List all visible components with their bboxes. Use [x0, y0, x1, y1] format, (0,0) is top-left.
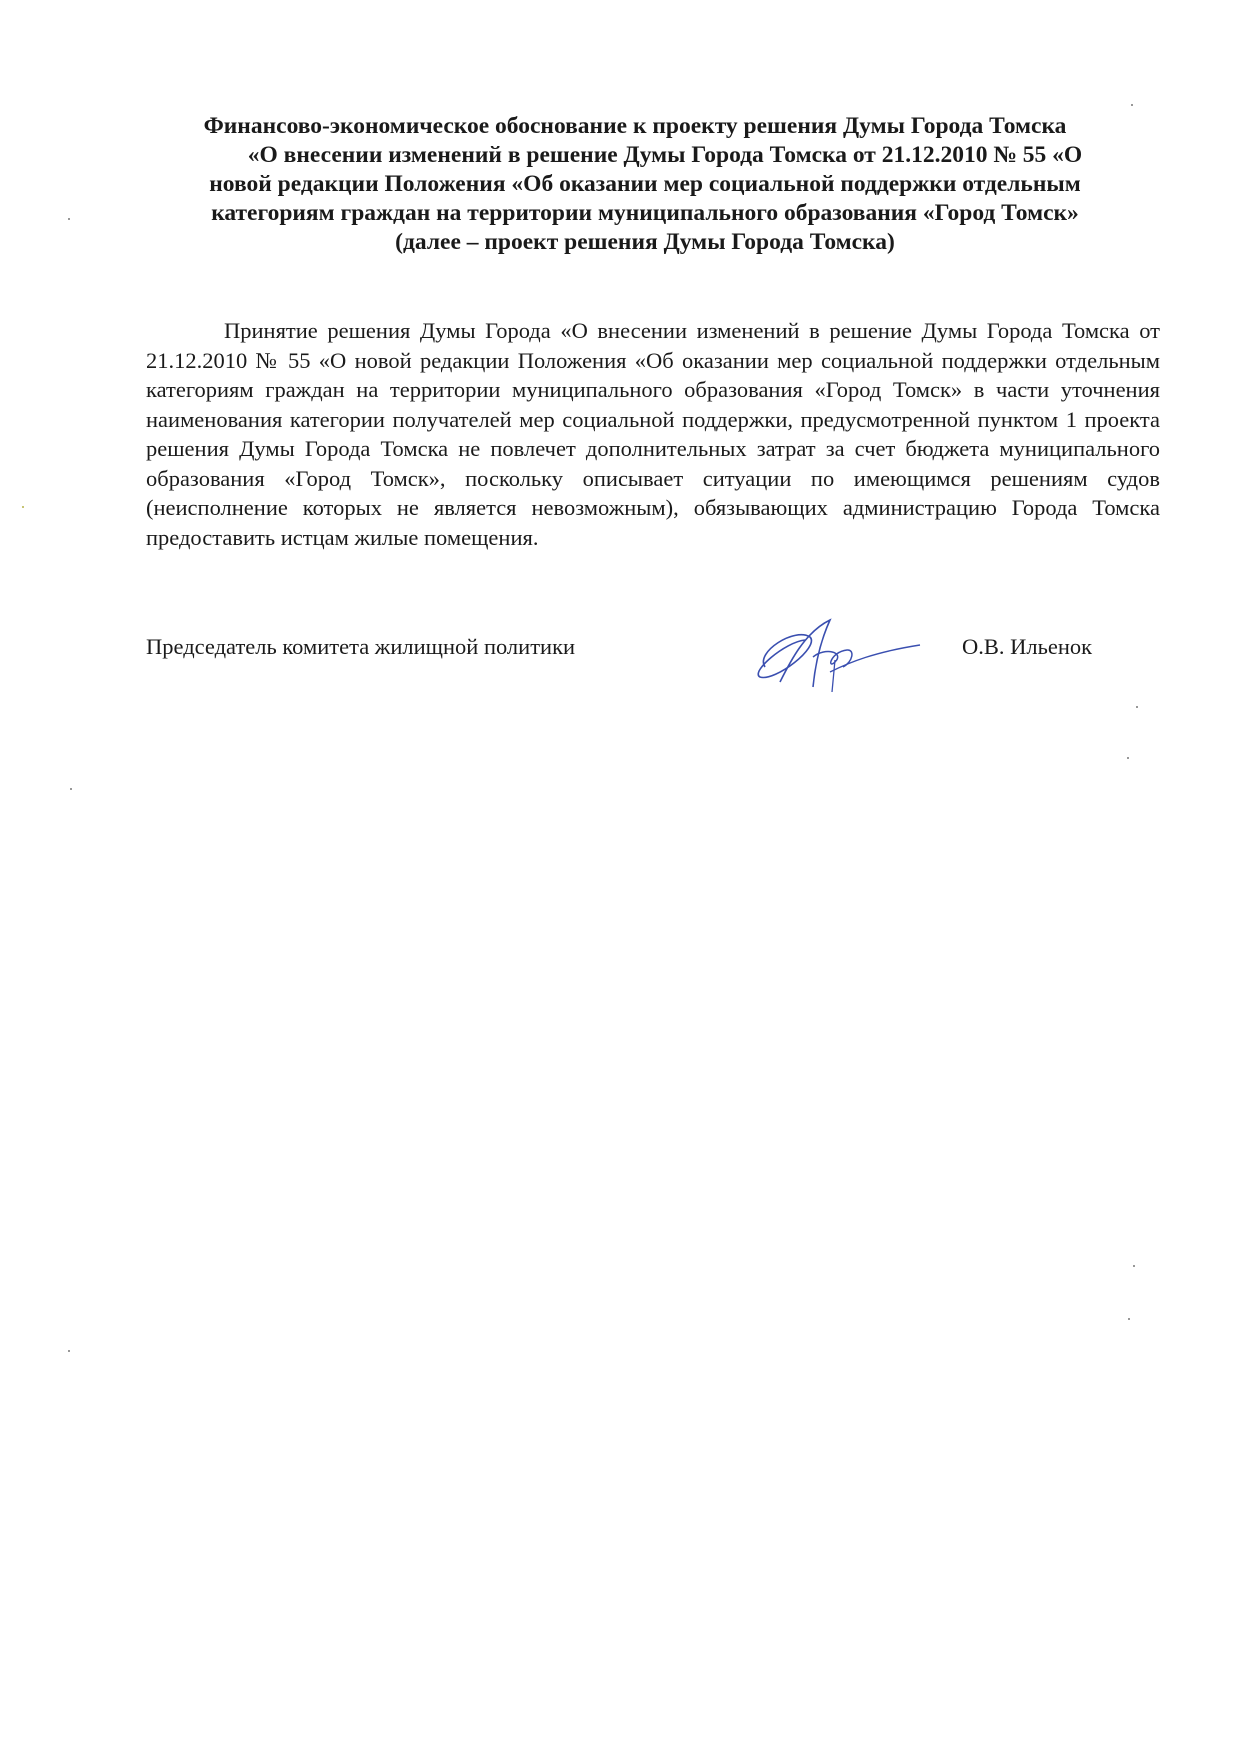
handwritten-signature	[735, 612, 925, 697]
scan-speck	[1136, 706, 1138, 708]
scan-speck	[1128, 1318, 1130, 1320]
title-line-1: Финансово-экономическое обоснование к проекту решения Думы Города Томска	[203, 113, 1067, 139]
scan-speck	[1131, 104, 1133, 106]
title-line-2: «О внесении изменений в решение Думы Города Томска от 21.12.2010 № 55 «О	[247, 142, 1083, 168]
title-line-3: новой редакции Положения «Об оказании мер социальной поддержки отдельным	[209, 171, 1081, 197]
scan-speck	[68, 218, 70, 220]
scan-speck	[1133, 1265, 1135, 1267]
document-title	[140, 112, 1150, 257]
scan-speck	[1127, 757, 1129, 759]
scan-speck	[68, 1350, 70, 1352]
scan-speck	[70, 788, 72, 790]
title-line-5: (далее – проект решения Думы Города Томска)	[395, 229, 895, 255]
scan-speck	[22, 506, 24, 508]
body-paragraph: Принятие решения Думы Города «О внесении изменений в решение Думы Города Томска от 21.12.2010 № 55 «О новой редакции Положения «Об оказании мер социальной поддержки отдельным категориям граждан на территории муниципального образования «Город Томск» в части уточнения наименования категории получателей мер социальной поддержки, предусмотренной пунктом 1 проекта решения Думы Города Томска не повлечет дополнительных затрат за счет бюджета муниципального образования «Город Томск», поскольку описывает ситуации по имеющимся решениям судов (неисполнение которых не является невозможным), обязывающих администрацию Города Томска предоставить истцам жилые помещения.	[146, 318, 1160, 550]
signatory-name: О.В. Ильенок	[962, 634, 1093, 659]
signatory-position: Председатель комитета жилищной политики	[146, 634, 576, 659]
title-line-4: категориям граждан на территории муниципального образования «Город Томск»	[211, 200, 1079, 226]
